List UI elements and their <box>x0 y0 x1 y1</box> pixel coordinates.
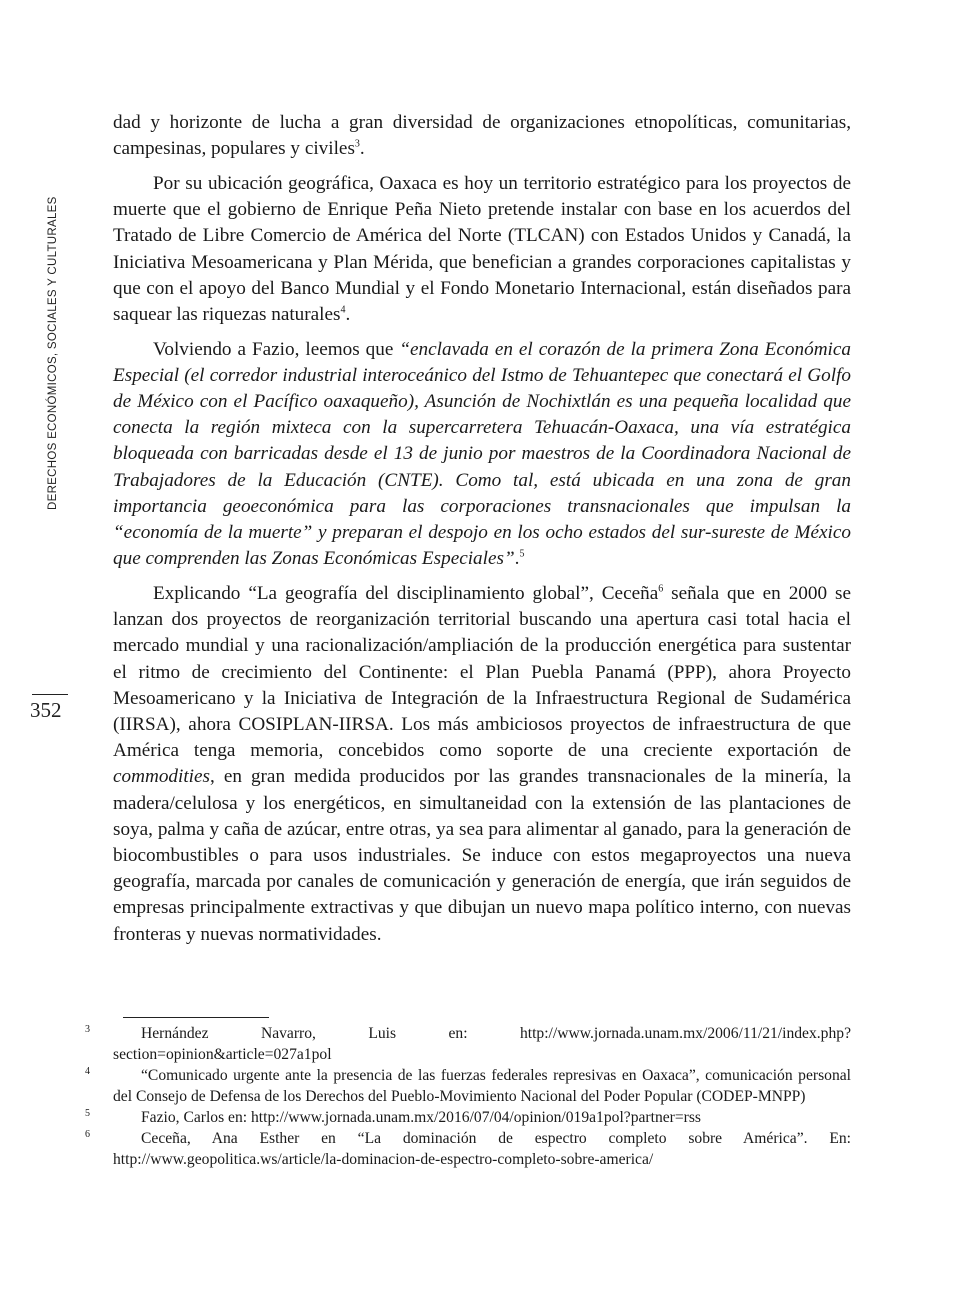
footnote-5 <box>85 1107 851 1128</box>
footnote-number: 3 <box>85 1024 90 1035</box>
footnote-6 <box>85 1128 851 1170</box>
footnote-ref-5: 5 <box>519 548 525 560</box>
footnote-ref-6: 6 <box>658 583 664 595</box>
paragraph-3: Volviendo a Fazio, leemos que “enclavada en el corazón de la primera Zona Económica Especial (el corredor industrial interoceánico del Istmo de Tehuantepec que conectará el Golfo de México con el Pacífico oaxaqueño), Asunción de Nochixtlán es una pequeña localidad que conecta la región mixteca con la supercarretera Tehuacán-Oaxaca, una vía estratégica bloqueada con barricadas desde el 13 de junio por maestros de la Coordinadora Nacional de Trabajadores de la Educación (CNTE). Como tal, está ubicada en una zona de gran importancia geoeconómica para las corporaciones transnacionales que impulsan la “economía de la muerte” y preparan el despojo en los ocho estados del sur-sureste de México que comprenden las Zonas Económicas Especiales”.$^5$ <box>113 338 851 570</box>
footnote-separator <box>123 1017 269 1018</box>
paragraph-4: Explicando “La geografía del disciplinamiento global”, Ceceña$^6$ señala que en 2000 se lanzan dos proyectos de reorganización territorial buscando una apertura casi total hacia el mercado mundial y una racionalización/ampliación de la producción energética para sustentar el ritmo de crecimiento del Continente: el Plan Puebla Panamá (PPP), ahora Proyecto Mesoamericano y la Iniciativa de Integración de la Infraestructura Regional de Sudamérica (IIRSA), ahora COSIPLAN-IIRSA. Los más ambiciosos proyectos de infraestructura de que América tenga memoria, concebidos como soporte de una creciente exportación de commodities, en gran medida producidos por las grandes transnacionales de la minería, la madera/celulosa y los energéticos, en simultaneidad con la extensión de las plantaciones de soya, palma y caña de azúcar, entre otras, ya sea para alimentar al ganado, para la generación de biocombustibles o para usos industriales. Se induce con estos megaproyectos una nueva geografía, marcada por canales de comunicación y generación de energía, que irán seguidos de empresas principalmente extractivas y que dibujan un nuevo mapa político interno, con nuevas fronteras y nuevas normatividades. <box>113 582 851 945</box>
paragraph-1: dad y horizonte de lucha a gran diversidad de organizaciones etnopolíticas, comunitarias, campesinas, populares y civiles$^3$. <box>113 112 851 160</box>
footnote-text: Ceceña, Ana Esther en “La dominación de espectro completo sobre América”. En: http://www.geopolitica.ws/article/la-dominacion-de-espectro-completo-sobre-america/ <box>113 1130 851 1168</box>
page-number: 352 <box>30 698 62 722</box>
footnote-text: Fazio, Carlos en: http://www.jornada.unam.mx/2016/07/04/opinion/019a1pol?partner=rss <box>141 1109 701 1126</box>
footnotes <box>85 1023 851 1170</box>
footnote-ref-4: 4 <box>340 304 346 316</box>
quoted-passage: “enclavada en el corazón de la primera Zona Económica Especial (el corredor industrial interoceánico del Istmo de Tehuantepec que conectará el Golfo de México con el Pacífico oaxaqueño), Asunción de Nochixtlán es una pequeña localidad que conecta la región mixteca con la supercarretera Tehuacán-Oaxaca, una vía estratégica bloqueada con barricadas desde el 13 de junio por maestros de la Coordinadora Nacional de Trabajadores de la Educación (CNTE). Como tal, está ubicada en una zona de gran importancia geoeconómica para las corporaciones transnacionales que impulsan la “economía de la muerte” y preparan el despojo en los ocho estados del sur-sureste de México que comprenden las Zonas Económicas Especiales” <box>113 338 851 570</box>
footnote-number: 6 <box>85 1129 90 1140</box>
page-number-rule <box>32 694 68 695</box>
footnote-text: “Comunicado urgente ante la presencia de las fuerzas federales represivas en Oaxaca”, comunicación personal del Consejo de Defensa de los Derechos del Pueblo-Movimiento Nacional del Poder Popular (CODEP-MNPP) <box>113 1067 851 1105</box>
footnote-number: 4 <box>85 1066 90 1077</box>
body-text <box>113 110 851 956</box>
footnote-3 <box>85 1023 851 1065</box>
running-header-vertical: DERECHOS ECONÓMICOS, SOCIALES Y CULTURALES <box>47 196 59 510</box>
footnote-ref-3: 3 <box>354 138 360 150</box>
footnote-text: Hernández Navarro, Luis en: http://www.jornada.unam.mx/2006/11/21/index.php?section=opinion&article=027a1pol <box>113 1025 851 1063</box>
footnote-4 <box>85 1065 851 1107</box>
paragraph-2: Por su ubicación geográfica, Oaxaca es hoy un territorio estratégico para los proyectos de muerte que el gobierno de Enrique Peña Nieto pretende instalar con base en los acuerdos del Tratado de Libre Comercio de América del Norte (TLCAN) con Estados Unidos y Canadá, la Iniciativa Mesoamericana y Plan Mérida, que benefician a grandes corporaciones capitalistas y que con el apoyo del Banco Mundial y el Fondo Monetario Internacional, están diseñados para saquear las riquezas naturales$^4$. <box>113 172 851 325</box>
footnote-number: 5 <box>85 1108 90 1119</box>
emphasis-commodities: commodities <box>113 766 210 788</box>
